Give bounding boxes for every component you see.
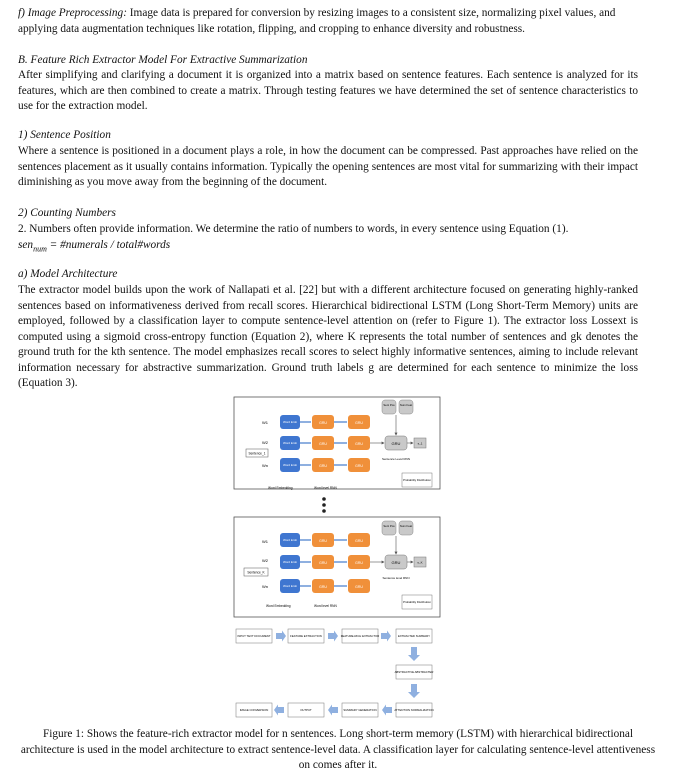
word-emb-2-label: Word Emb [282, 441, 298, 445]
flow-arrow-right [276, 631, 286, 642]
word-embedding-label-2: Word Embedding [266, 604, 291, 608]
sentence-k-label: Sentence_K [247, 570, 265, 575]
flow-feature-label: FEATURE EXTRACTION [290, 634, 322, 638]
word-emb-1-label: Word Emb [282, 420, 298, 424]
gru-label: GRU [355, 464, 363, 468]
ellipsis-dot [322, 509, 326, 513]
ellipsis-dot [322, 497, 326, 501]
section-body-b: After simplifying and clarifying a document it is organized into a matrix based on sentence features. Each sentence is analyzed for its features, which are then combined to create a matrix. Through testing features we have determined the set of sentence characteristics to use for the extraction model. [18, 69, 638, 112]
flow-extracted-label: EXTRACTED SUMMARY [398, 634, 430, 638]
flow-arrow-down [408, 684, 420, 698]
gru-label: GRU [355, 421, 363, 425]
sentence-level-rnn-label-2: Sentence level RNN [382, 576, 410, 580]
gru-label: GRU [319, 585, 327, 589]
gru-label: GRU [355, 539, 363, 543]
word-emb-n-label: Word Emb [282, 463, 298, 467]
gru-label: GRU [355, 561, 363, 565]
section-heading-counting-numbers: 2) Counting Numbers [18, 207, 116, 219]
flow-attention-label: ATTENTION NORMALIZATION [394, 708, 434, 712]
figure-1 [232, 393, 442, 723]
section-heading-sentence-position: 1) Sentence Position [18, 129, 111, 141]
flow-arrow-left [328, 705, 338, 716]
equation-subscript: num [33, 244, 47, 254]
output-k-label: s_K [417, 560, 423, 565]
flow-image-label: IMAGE CONVERSION [239, 708, 269, 712]
prob-dist-label-2: Probability Distribution [403, 600, 431, 604]
section-heading-b: B. Feature Rich Extractor Model For Extractive Summarization [18, 54, 308, 66]
num-feat-label-2: Num Feat [399, 524, 413, 528]
gru-label: GRU [319, 442, 327, 446]
gru-label: GRU [355, 585, 363, 589]
flow-arrow-left [382, 705, 392, 716]
prob-dist-label-1: Probability Distribution [403, 478, 431, 482]
figure-caption: Figure 1: Shows the feature-rich extractor model for n sentences. Long short-term memory (LSTM) with hierarchical bidirectional architecture is used in the model architecture to extract sentence-level data. A classification layer for calculating sentence-level attentiveness on comes after it. [20, 728, 656, 771]
gru-label: GRU [319, 464, 327, 468]
equation-lhs: sen [18, 239, 34, 251]
word-emb-k2-label: Word Emb [282, 560, 298, 564]
word-emb-kn-label: Word Emb [282, 584, 298, 588]
flow-input-label: INPUT TEXT DOCUMENT [237, 634, 271, 638]
word-level-rnn-label-2: Word level RNN [314, 604, 337, 608]
gru-label: GRU [319, 561, 327, 565]
ellipsis-dot [322, 503, 326, 507]
word-level-rnn-label-1: Word level RNN [314, 486, 337, 490]
gru-label: GRU [319, 539, 327, 543]
wn-label-2: Wn [262, 584, 268, 589]
equation-1 [18, 238, 638, 257]
w1-label: W1 [262, 420, 268, 425]
item-text: Image data is prepared for conversion by resizing images to a consistent size, normalizing pixel values, and applying data augmentation techniques like rotation, flipping, and cropping to enhance diversity and robustness. [18, 7, 616, 35]
section-body-counting-numbers: 2. Numbers often provide information. We determine the ratio of numbers to words, in every sentence using Equation (1). [18, 223, 569, 235]
flow-arrow-right [381, 631, 391, 642]
word-emb-k1-label: Word Emb [282, 538, 298, 542]
flow-output-label: OUTPUT [300, 708, 312, 712]
wn-label: Wn [262, 463, 268, 468]
equation-rhs: = #numerals / total#words [46, 239, 171, 251]
gru-label: GRU [391, 441, 401, 446]
gru-label: GRU [355, 442, 363, 446]
flow-extractor-label: FEATURE-RICH EXTRACTOR [340, 634, 380, 638]
section-heading-model-architecture: a) Model Architecture [18, 268, 118, 280]
num-feat-label: Num Feat [399, 403, 413, 407]
sent-pos-label-2: Sent Pos [383, 524, 395, 528]
flow-arrow-right [328, 631, 338, 642]
w2-label: W2 [262, 440, 268, 445]
sent-pos-label: Sent Pos [383, 403, 395, 407]
sentence-level-rnn-label: Sentence Level RNN [381, 457, 411, 461]
output-1-label: s_1 [417, 441, 423, 446]
gru-label: GRU [319, 421, 327, 425]
flow-abstractive-label: ABSTRACTIVE ABSTRACTER [394, 670, 434, 674]
w2-label-2: W2 [262, 558, 268, 563]
word-embedding-label-1: Word Embedding [268, 486, 293, 490]
section-body-model-architecture: The extractor model builds upon the work of Nallapati et al. [22] but with a different architecture focused on generating highly-ranked sentences based on informativeness derived from recall scores. Hierarchical bidirectional LSTM (Long Short-Term Memory) units are employed, followed by a classification layer to compute sentence-level attention on (refer to Figure 1). The extractor loss Lossext is computed using a sigmoid cross-entropy function (Equation 2), where K represents the total number of sentences and gk denotes the ground truth for the kth sentence. The model emphasizes recall scores to select highly informative sentences, aiming to include relevant information necessary for abstractive summarization. Ground truth labels g are determined for each sentence to minimize the loss (Equation 3). [18, 284, 638, 389]
item-image-preprocessing [18, 6, 638, 37]
flow-arrow-left [274, 705, 284, 716]
w1-label-2: W1 [262, 539, 268, 544]
section-body-sentence-position: Where a sentence is positioned in a document plays a role, in how the document can be compressed. Past approaches have relied on the sentences placement as it usually contains information. Typically the opening sentences are most vital for summarizing with their impact diminishing as you move away from the beginning of the document. [18, 145, 638, 188]
flow-arrow-down [408, 647, 420, 661]
sentence-1-label: Sentence_1 [248, 451, 266, 456]
gru-label: GRU [391, 560, 401, 565]
flow-summary-label: SUMMARY GENERATION [343, 708, 377, 712]
item-label: f) Image Preprocessing: [18, 7, 127, 19]
figure-diagram [232, 393, 442, 723]
